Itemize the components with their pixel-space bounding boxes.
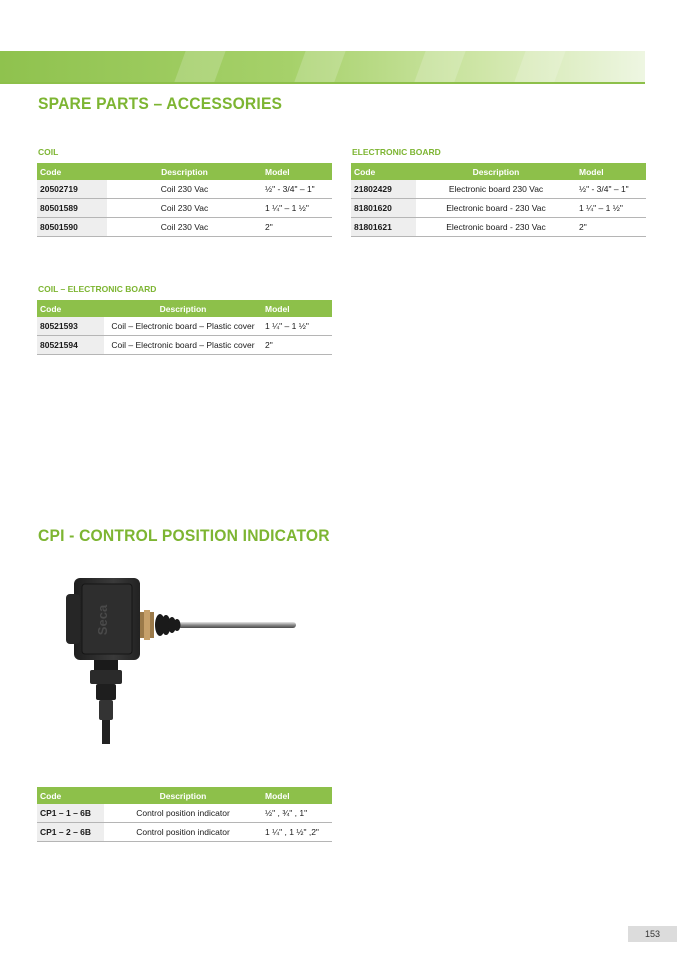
header-code: Code bbox=[37, 163, 107, 180]
header-model: Model bbox=[262, 163, 332, 180]
cell-model: 1 ¼" – 1 ½" bbox=[262, 199, 332, 218]
cell-description: Electronic board - 230 Vac bbox=[416, 199, 576, 218]
cell-model: 1 ¼" – 1 ½" bbox=[576, 199, 646, 218]
table-header-row bbox=[37, 787, 332, 804]
coil-electronic-board-table bbox=[37, 300, 332, 355]
cell-code: 81801621 bbox=[351, 218, 416, 237]
table-header-row bbox=[37, 163, 332, 180]
header-model: Model bbox=[262, 300, 332, 317]
cell-description: Electronic board - 230 Vac bbox=[416, 218, 576, 237]
header-code: Code bbox=[37, 300, 104, 317]
cell-model: 1 ¼" – 1 ½" bbox=[262, 317, 332, 336]
cell-description: Control position indicator bbox=[104, 823, 262, 842]
header-description: Description bbox=[104, 300, 262, 317]
header-model: Model bbox=[262, 787, 332, 804]
cell-code: 81801620 bbox=[351, 199, 416, 218]
cell-model: 1 ¼" , 1 ½" ,2" bbox=[262, 823, 332, 842]
cell-description: Coil 230 Vac bbox=[107, 218, 262, 237]
table-row bbox=[37, 180, 332, 199]
header-description: Description bbox=[104, 787, 262, 804]
banner-divider bbox=[0, 82, 645, 84]
cell-model: ½" - 3/4" – 1" bbox=[262, 180, 332, 199]
cell-description: Coil 230 Vac bbox=[107, 180, 262, 199]
table-row bbox=[351, 199, 646, 218]
cell-description: Coil – Electronic board – Plastic cover bbox=[104, 336, 262, 355]
electronic-board-section-title: ELECTRONIC BOARD bbox=[352, 147, 441, 157]
cpi-table bbox=[37, 787, 332, 842]
table-row bbox=[37, 317, 332, 336]
coil-electronic-board-section-title: COIL – ELECTRONIC BOARD bbox=[38, 284, 157, 294]
header-description: Description bbox=[416, 163, 576, 180]
header-code: Code bbox=[351, 163, 416, 180]
header-description: Description bbox=[107, 163, 262, 180]
header-model: Model bbox=[576, 163, 646, 180]
table-row bbox=[37, 823, 332, 842]
cpi-product-photo bbox=[60, 572, 305, 752]
cell-model: ½" , ¾" , 1" bbox=[262, 804, 332, 823]
cell-model: 2" bbox=[576, 218, 646, 237]
cell-model: 2" bbox=[262, 336, 332, 355]
page-title: SPARE PARTS – ACCESSORIES bbox=[38, 94, 283, 113]
cell-model: ½" - 3/4" – 1" bbox=[576, 180, 646, 199]
cell-description: Control position indicator bbox=[104, 804, 262, 823]
table-row bbox=[351, 180, 646, 199]
cell-code: 20502719 bbox=[37, 180, 107, 199]
cell-description: Coil – Electronic board – Plastic cover bbox=[104, 317, 262, 336]
cell-code: CP1 – 2 – 6B bbox=[37, 823, 104, 842]
table-row bbox=[351, 218, 646, 237]
cell-description: Electronic board 230 Vac bbox=[416, 180, 576, 199]
table-row bbox=[37, 199, 332, 218]
seca-logo: Seca bbox=[95, 604, 110, 636]
page-number: 153 bbox=[628, 926, 677, 942]
table-header-row bbox=[351, 163, 646, 180]
electronic-board-table bbox=[351, 163, 646, 237]
table-row bbox=[37, 336, 332, 355]
cpi-title: CPI - CONTROL POSITION INDICATOR bbox=[38, 526, 330, 545]
cell-code: 80501589 bbox=[37, 199, 107, 218]
cell-code: 80501590 bbox=[37, 218, 107, 237]
header-banner bbox=[0, 51, 645, 82]
header-code: Code bbox=[37, 787, 104, 804]
cell-code: CP1 – 1 – 6B bbox=[37, 804, 104, 823]
cell-code: 21802429 bbox=[351, 180, 416, 199]
cell-code: 80521594 bbox=[37, 336, 104, 355]
table-row bbox=[37, 804, 332, 823]
coil-section-title: COIL bbox=[38, 147, 59, 157]
cell-description: Coil 230 Vac bbox=[107, 199, 262, 218]
table-row bbox=[37, 218, 332, 237]
coil-table bbox=[37, 163, 332, 237]
cell-code: 80521593 bbox=[37, 317, 104, 336]
table-header-row bbox=[37, 300, 332, 317]
cell-model: 2" bbox=[262, 218, 332, 237]
